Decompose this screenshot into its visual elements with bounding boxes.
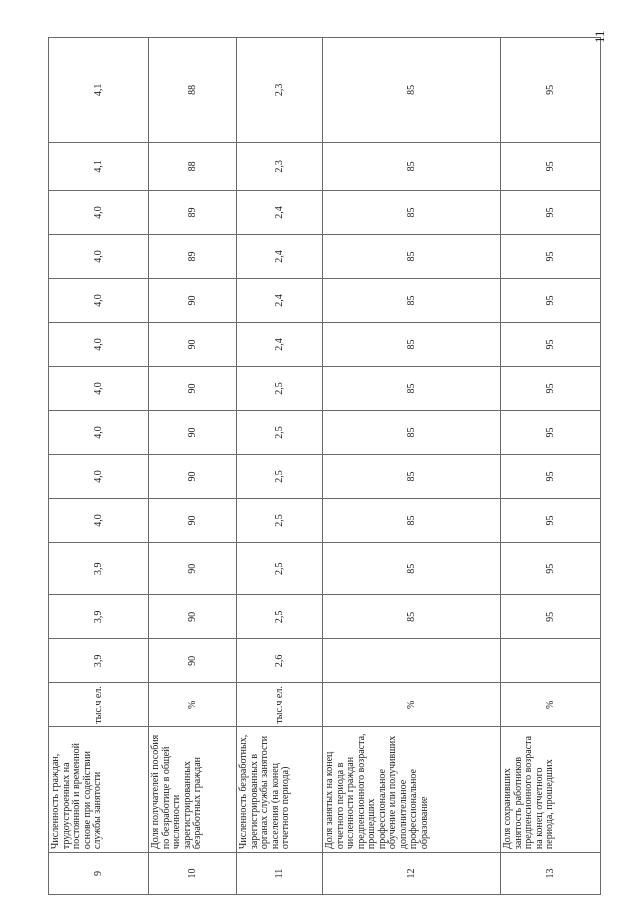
unit-cell: % — [501, 683, 601, 727]
value-cell: 95 — [501, 367, 601, 411]
value-cell: 85 — [323, 191, 501, 235]
value-cell: 95 — [501, 543, 601, 595]
value-cell: 90 — [149, 455, 237, 499]
value-cell: 4,0 — [49, 367, 149, 411]
value-cell: 90 — [149, 279, 237, 323]
value-cell: 4,0 — [49, 455, 149, 499]
table-row — [501, 38, 601, 895]
value-cell: 85 — [323, 499, 501, 543]
table-row — [149, 38, 237, 895]
value-cell: 89 — [149, 235, 237, 279]
empty-cell — [323, 639, 501, 683]
empty-cell — [501, 639, 601, 683]
table-row — [49, 38, 149, 895]
value-cell: 85 — [323, 595, 501, 639]
value-cell: 2,5 — [237, 543, 323, 595]
value-cell: 90 — [149, 639, 237, 683]
value-cell: 4,0 — [49, 279, 149, 323]
value-cell: 90 — [149, 595, 237, 639]
indicator-name: Доля сохранивших занятость работников предпенсионного возраста на конец отчетного периода, прошедших — [501, 727, 601, 853]
value-cell: 90 — [149, 543, 237, 595]
value-cell: 95 — [501, 142, 601, 190]
indicator-name: Доля получателей пособия по безработице в общей численности зарегистрированных безработных граждан — [149, 727, 237, 853]
value-cell: 2,4 — [237, 279, 323, 323]
value-cell: 85 — [323, 142, 501, 190]
value-cell: 90 — [149, 499, 237, 543]
row-number: 9 — [49, 853, 149, 895]
value-cell: 90 — [149, 367, 237, 411]
value-cell: 2,5 — [237, 455, 323, 499]
indicator-name: Численность граждан, трудоустроенных на постоянной и временной основе при содействии службы занятости — [49, 727, 149, 853]
value-cell: 4,1 — [49, 38, 149, 143]
value-cell: 4,0 — [49, 499, 149, 543]
value-cell: 85 — [323, 367, 501, 411]
value-cell: 95 — [501, 235, 601, 279]
row-number: 13 — [501, 853, 601, 895]
value-cell: 2,5 — [237, 367, 323, 411]
value-cell: 95 — [501, 279, 601, 323]
value-cell: 95 — [501, 38, 601, 143]
value-cell: 2,4 — [237, 235, 323, 279]
indicators-table — [48, 37, 601, 895]
value-cell: 95 — [501, 595, 601, 639]
value-cell: 3,9 — [49, 595, 149, 639]
value-cell: 90 — [149, 411, 237, 455]
unit-cell: % — [149, 683, 237, 727]
value-cell: 95 — [501, 411, 601, 455]
indicator-name: Доля занятых на конец отчетного периода в численности граждан предпенсионного возраста, прошедших профессиональное обучение или получивших дополнительное профессиональное образование — [323, 727, 501, 853]
value-cell: 4,0 — [49, 323, 149, 367]
value-cell: 85 — [323, 279, 501, 323]
unit-cell: % — [323, 683, 501, 727]
value-cell: 85 — [323, 455, 501, 499]
value-cell: 85 — [323, 411, 501, 455]
value-cell: 85 — [323, 323, 501, 367]
value-cell: 85 — [323, 235, 501, 279]
row-number: 11 — [237, 853, 323, 895]
value-cell: 2,5 — [237, 595, 323, 639]
unit-cell: тыс.ч ел. — [237, 683, 323, 727]
table-row — [237, 38, 323, 895]
value-cell: 4,1 — [49, 142, 149, 190]
indicator-name: Численность безработных, зарегистрированных в органах службы занятости населения (на конец отчетного периода) — [237, 727, 323, 853]
value-cell: 2,5 — [237, 411, 323, 455]
value-cell: 95 — [501, 499, 601, 543]
value-cell: 2,5 — [237, 499, 323, 543]
value-cell: 85 — [323, 543, 501, 595]
value-cell: 4,0 — [49, 235, 149, 279]
value-cell: 2,4 — [237, 191, 323, 235]
value-cell: 88 — [149, 142, 237, 190]
value-cell: 95 — [501, 191, 601, 235]
value-cell: 2,3 — [237, 142, 323, 190]
value-cell: 4,0 — [49, 191, 149, 235]
unit-cell: тыс.ч ел. — [49, 683, 149, 727]
value-cell: 95 — [501, 455, 601, 499]
value-cell: 4,0 — [49, 411, 149, 455]
row-number: 10 — [149, 853, 237, 895]
value-cell: 2,4 — [237, 323, 323, 367]
value-cell: 89 — [149, 191, 237, 235]
value-cell: 2,3 — [237, 38, 323, 143]
table-row — [323, 38, 501, 895]
value-cell: 85 — [323, 38, 501, 143]
value-cell: 3,9 — [49, 639, 149, 683]
value-cell: 95 — [501, 323, 601, 367]
value-cell: 90 — [149, 323, 237, 367]
row-number: 12 — [323, 853, 501, 895]
value-cell: 88 — [149, 38, 237, 143]
value-cell: 2,6 — [237, 639, 323, 683]
page-number: 11 — [592, 30, 607, 43]
value-cell: 3,9 — [49, 543, 149, 595]
